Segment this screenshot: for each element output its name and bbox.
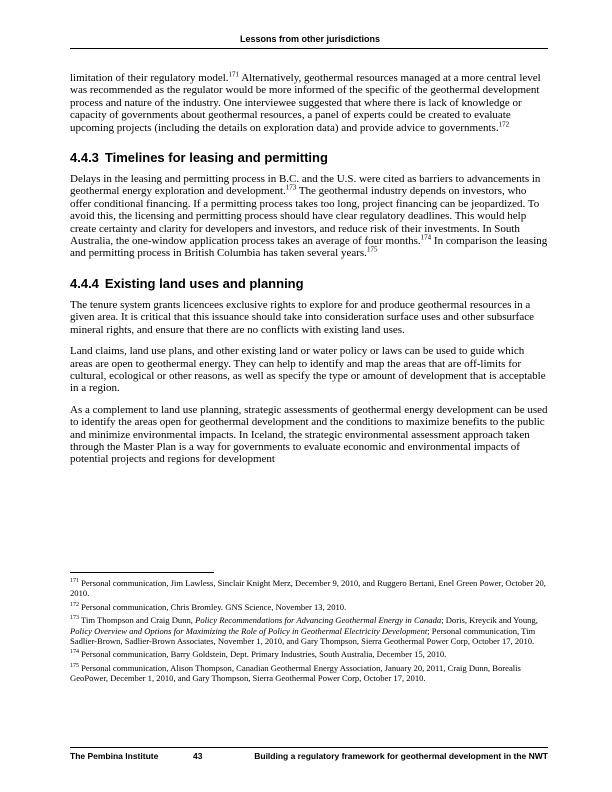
footnote-ref-172[interactable]: 172 xyxy=(498,119,510,128)
section-heading-4-4-4: 4.4.4 Existing land uses and planning xyxy=(70,275,304,291)
footnote-ref-171[interactable]: 171 xyxy=(228,70,240,79)
footnote-ref-175[interactable]: 175 xyxy=(366,245,378,254)
page-number: 43 xyxy=(193,751,203,761)
footnote-174: $^{174}$ Personal communication, Barry Goldstein, Dept. Primary Industries, South Australia, December 15, 2010. xyxy=(70,649,447,660)
section-4-4-4-paragraph-1: The tenure system grants licencees exclusive rights to explore for and produce geothermal resources in a given area. It is critical that this issuance should take into consideration surface uses and other subsurface mineral rights, and ensure that there are no conflicts with existing land uses. xyxy=(70,298,534,336)
footnote-172: $^{172}$ Personal communication, Chris Bromley. GNS Science, November 13, 2010. xyxy=(70,601,347,612)
footnote-175: $^{175}$ Personal communication, Alison Thompson, Canadian Geothermal Energy Association, January 20, 2011, Craig Dunn, Borealis GeoPower, December 1, 2010, and Gary Thompson, Sierra Geothermal Power Corp, October 17, 2010. xyxy=(70,662,521,684)
footnote-ref-174[interactable]: 174 xyxy=(420,233,432,242)
footer-document-title: Building a regulatory framework for geothermal development in the NWT xyxy=(254,751,548,761)
section-4-4-4-paragraph-3: As a complement to land use planning, strategic assessments of geothermal energy development can be used to identify the areas open for geothermal development and the conditions to maximize benefits to the public and minimize environmental impacts. In Iceland, the strategic environmental assessment approach taken through the Master Plan is a way for governments to evaluate economic and environmental impacts of potential projects and regions for development xyxy=(70,403,548,466)
section-4-4-4-paragraph-2: Land claims, land use plans, and other existing land or water policy or laws can be used to guide which areas are open to geothermal energy. They can help to identify and map the areas that are off-limits for cultural, ecological or other reasons, as well as specify the type or amount of development that is acceptable in a region. xyxy=(70,345,546,395)
footnote-ref-173[interactable]: 173 xyxy=(285,183,297,192)
intro-paragraph: limitation of their regulatory model.$^{171}$ Alternatively, geothermal resources managed at a more central level was recommended as the regulator would be more informed of the specific of the geothermal development process and nature of the industry. One interviewee suggested that where there is lack of knowledge or capacity of governments about geothermal resources, a panel of experts could be created to evaluate upcoming projects (including the details on exploration data) and provide advice to governments.$^{172}$ xyxy=(70,70,541,134)
footer-rule xyxy=(70,747,548,748)
running-header: Lessons from other jurisdictions xyxy=(239,34,381,44)
footnote-173: $^{173}$ Tim Thompson and Craig Dunn, Policy Recommendations for Advancing Geothermal Energy in Canada; Doris, Kreycik and Young, Policy Overview and Options for Maximizing the Role of Policy in Geothermal Electricity Development; Personal communication, Tim Sadlier-Brown, Sadlier-Brown Associates, November 1, 2010, and Gary Thompson, Sierra Geothermal Power Corp, October 17, 2010. xyxy=(70,615,538,647)
footnote-rule xyxy=(70,572,214,573)
footnotes xyxy=(70,578,548,687)
section-heading-4-4-3: 4.4.3 Timelines for leasing and permitting xyxy=(70,150,328,166)
section-4-4-3-paragraph: Delays in the leasing and permitting process in B.C. and the U.S. were cited as barriers to advancements in geothermal energy exploration and development.$^{173}$ The geothermal industry depends on investors, who offer conditional financing. If a permitting process takes too long, project financing can be jeopardized. To avoid this, the licensing and permitting process should have clear regulatory deadlines. This would help create certainty and clarity for developers and investors, and reduce risk of their investments. In South Australia, the one-window application process takes an average of four months.$^{174}$ In comparison the leasing and permitting process in British Columbia has taken several years.$^{175}$ xyxy=(70,173,548,260)
header-rule xyxy=(70,48,548,49)
page-body xyxy=(70,72,548,475)
footer-organization: The Pembina Institute xyxy=(70,751,159,761)
footnote-171: $^{171}$ Personal communication, Jim Lawless, Sinclair Knight Merz, December 9, 2010, and Ruggero Bertani, Enel Green Power, October 20, 2010. xyxy=(70,578,546,599)
